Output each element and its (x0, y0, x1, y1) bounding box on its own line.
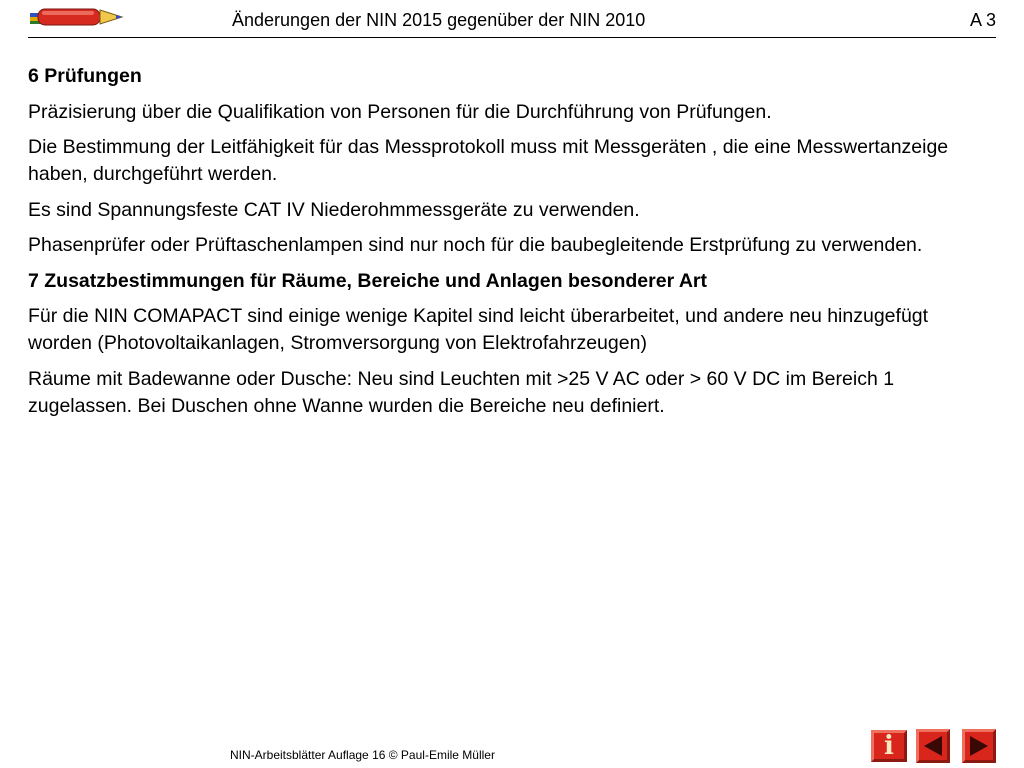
info-letter: i (884, 731, 894, 761)
previous-page-button[interactable] (916, 729, 950, 763)
info-button[interactable] (870, 729, 908, 763)
paragraph-phase-tester: Phasenprüfer oder Prüftaschenlampen sind nur noch für die baubegleitende Erstprüfung zu verwenden. (28, 234, 923, 256)
paragraph-cat-iv: Es sind Spannungsfeste CAT IV Niederohmmessgeräte zu verwenden. (28, 198, 640, 221)
page-number-label: A 3 (969, 10, 996, 30)
paragraph-nin-compact: Für die NIN COMAPACT sind einige wenige Kapitel sind leicht überarbeitet, und andere neu hinzugefügt worden (Photovoltaikanlagen, Stromversorgung von Elektrofahrzeugen) (28, 305, 929, 354)
next-page-button[interactable] (962, 729, 996, 763)
page-title: Änderungen der NIN 2015 gegenüber der NIN 2010 (232, 10, 646, 30)
paragraph-bathroom: Räume mit Badewanne oder Dusche: Neu sind Leuchten mit >25 V AC oder > 60 V DC im Bereich 1 zugelassen. Bei Duschen ohne Wanne wurden die Bereiche neu definiert. (28, 367, 895, 417)
arrow-left-icon (916, 729, 950, 763)
cable-logo-icon (28, 6, 124, 28)
document-body (28, 63, 978, 428)
paragraph-qualification: Präzisierung über die Qualifikation von Personen für die Durchführung von Prüfungen. (28, 100, 772, 123)
arrow-right-icon (962, 729, 996, 763)
paragraph-conductivity: Die Bestimmung der Leitfähigkeit für das Messprotokoll muss mit Messgeräten , die eine Messwertanzeige haben, durchgeführt werden. (28, 136, 949, 185)
section-heading-6: 6 Prüfungen (28, 65, 142, 87)
section-heading-7: 7 Zusatzbestimmungen für Räume, Bereiche und Anlagen besonderer Art (28, 269, 708, 292)
footer-credit: NIN-Arbeitsblätter Auflage 16 © Paul-Emile Müller (230, 748, 495, 762)
header-divider (28, 37, 996, 38)
